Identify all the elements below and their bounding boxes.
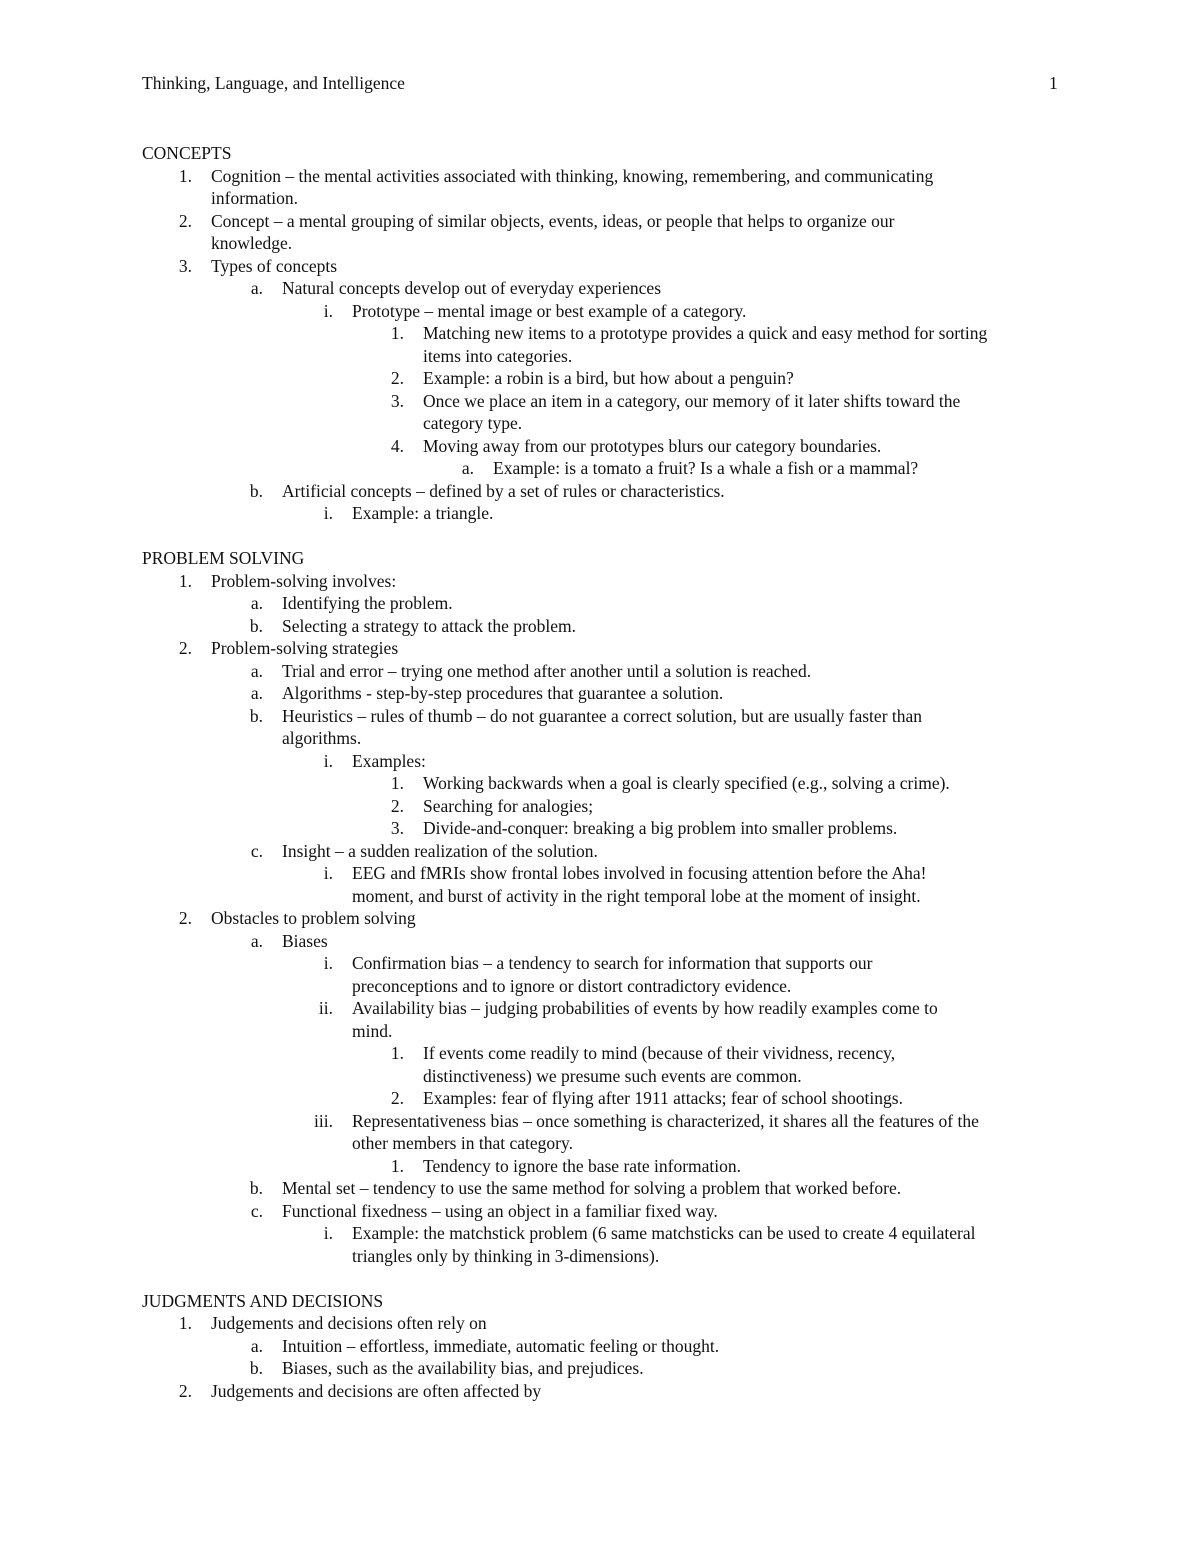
section-heading: CONCEPTS [142,143,232,163]
list-item [142,1200,1062,1223]
list-item-marker: i. [323,750,333,771]
list-item-marker: i. [323,1223,333,1243]
list-item [142,592,1062,615]
list-item [142,750,1062,773]
list-item-text: Working backwards when a goal is clearly specified (e.g., solving a crime). [423,773,950,793]
list-item-text-continuation: algorithms. [282,728,362,748]
list-item-text: Functional fixedness – using an object in a familiar fixed way. [282,1200,718,1221]
list-item-marker: 1. [390,323,404,343]
list-item [142,1335,1062,1358]
list-item-text: Problem-solving strategies [211,638,399,658]
list-item-marker: 4. [390,435,404,456]
list-item-text: Availability bias – judging probabilities of events by how readily examples come to [352,998,938,1018]
list-item [142,457,1062,480]
list-item-text: Algorithms - step-by-step procedures that guarantee a solution. [282,683,724,703]
list-item [142,907,1062,930]
list-item-marker: b. [249,705,263,726]
list-item-marker: b. [249,615,263,636]
list-item-text: Heuristics – rules of thumb – do not guarantee a correct solution, but are usually faster than [282,705,923,726]
list-item-text: Judgements and decisions are often affected by [211,1380,542,1401]
list-item [142,637,1062,660]
list-item [142,817,1062,840]
list-item-text-continuation: distinctiveness) we presume such events are common. [423,1065,802,1086]
list-item-text: Problem-solving involves: [211,570,397,591]
list-item-marker: 1. [178,1313,192,1333]
list-item [142,660,1062,683]
list-item-text: If events come readily to mind (because of their vividness, recency, [423,1043,896,1063]
list-item-marker: a. [250,1335,263,1356]
list-item-marker: a. [250,930,263,951]
list-item-marker: i. [323,863,333,883]
list-item-text: Types of concepts [211,255,338,276]
list-item-text-continuation: information. [211,188,298,208]
list-item-text-continuation: knowledge. [211,233,293,253]
list-item-text: Biases, such as the availability bias, and prejudices. [282,1358,644,1378]
list-item [142,390,1062,435]
list-item-marker: 1. [390,1043,404,1063]
list-item-text-continuation: moment, and burst of activity in the right temporal lobe at the moment of insight. [352,885,921,906]
list-item-marker: 2. [178,210,192,231]
section-spacer [142,525,1062,548]
list-item-text: Example: a triangle. [352,503,494,523]
list-item-text: Examples: fear of flying after 1911 attacks; fear of school shootings. [423,1088,903,1108]
list-item-marker: b. [249,1178,263,1198]
list-item-text: Intuition – effortless, immediate, automatic feeling or thought. [282,1335,720,1356]
document-body [142,142,1062,1402]
list-item [142,840,1062,863]
list-item-text: Representativeness bias – once something is characterized, it shares all the features of the [352,1110,979,1131]
list-item-text: Divide-and-conquer: breaking a big problem into smaller problems. [423,818,898,838]
list-item-text: Artificial concepts – defined by a set of rules or characteristics. [282,480,725,501]
section-heading: PROBLEM SOLVING [142,548,305,568]
list-item [142,682,1062,705]
running-header-title: Thinking, Language, and Intelligence [142,73,405,93]
list-item [142,795,1062,818]
list-item-text: Cognition – the mental activities associated with thinking, knowing, remembering, and communicating [211,165,934,186]
list-item [142,480,1062,503]
list-item-text-continuation: mind. [352,1020,393,1041]
list-item [142,1177,1062,1200]
list-item-marker: a. [250,278,263,298]
list-item-text: Mental set – tendency to use the same method for solving a problem that worked before. [282,1178,902,1198]
list-item-text: Obstacles to problem solving [211,908,416,928]
list-item [142,930,1062,953]
list-item [142,300,1062,323]
list-item-marker: 3. [390,390,404,411]
list-item-text-continuation: items into categories. [423,345,573,366]
list-item-marker: 3. [390,818,404,838]
list-item-text: Judgements and decisions often rely on [211,1313,487,1333]
list-item [142,862,1062,907]
list-item-marker: c. [250,1200,263,1221]
list-item-marker: 3. [178,255,192,276]
list-item [142,570,1062,593]
list-item-marker: a. [250,593,263,613]
list-item-marker: 2. [178,638,192,658]
list-item-marker: a. [250,683,263,703]
list-item-marker: b. [249,1358,263,1378]
list-item-marker: i. [323,953,333,973]
list-item [142,210,1062,255]
list-item-text-continuation: category type. [423,413,523,433]
list-item-text: EEG and fMRIs show frontal lobes involved in focusing attention before the Aha! [352,863,927,883]
section-heading: JUDGMENTS AND DECISIONS [142,1290,384,1311]
list-item-text: Example: a robin is a bird, but how about a penguin? [423,368,794,388]
list-item-marker: 1. [178,570,192,591]
list-item [142,1087,1062,1110]
list-item-text: Natural concepts develop out of everyday experiences [282,278,662,298]
list-item-marker: 1. [390,773,404,793]
list-item-marker: 1. [390,1155,404,1176]
list-item-text: Confirmation bias – a tendency to search for information that supports our [352,953,873,973]
list-item [142,255,1062,278]
list-item-marker: iii. [314,1110,333,1131]
list-item-text-continuation: triangles only by thinking in 3-dimensions). [352,1245,660,1266]
list-item [142,1042,1062,1087]
list-item-text: Identifying the problem. [282,593,453,613]
list-item-text: Example: the matchstick problem (6 same matchsticks can be used to create 4 equilateral [352,1223,976,1243]
list-item-text: Example: is a tomato a fruit? Is a whale a fish or a mammal? [493,458,919,478]
list-item-text: Tendency to ignore the base rate information. [423,1155,742,1176]
list-item-marker: 2. [390,795,404,816]
list-item-text-continuation: other members in that category. [352,1133,573,1153]
list-item [142,367,1062,390]
list-item [142,277,1062,300]
list-item [142,1110,1062,1155]
list-item-text: Searching for analogies; [423,795,594,816]
list-item-marker: c. [250,840,263,861]
list-item-marker: b. [249,480,263,501]
list-item-text: Moving away from our prototypes blurs our category boundaries. [423,435,882,456]
list-item-marker: i. [323,300,333,321]
list-item [142,1155,1062,1178]
list-item [142,1312,1062,1335]
list-item [142,615,1062,638]
list-item [142,165,1062,210]
list-item [142,1357,1062,1380]
page-number: 1 [1049,73,1058,93]
section-spacer [142,1267,1062,1290]
list-item [142,1222,1062,1267]
list-item-text-continuation: preconceptions and to ignore or distort contradictory evidence. [352,975,792,996]
list-item-text: Matching new items to a prototype provides a quick and easy method for sorting [423,323,988,343]
list-item-marker: 1. [178,165,192,186]
list-item [142,502,1062,525]
list-item-text: Examples: [352,750,426,771]
list-item-marker: 2. [390,1088,404,1108]
list-item-marker: a. [461,458,474,478]
list-item-text: Once we place an item in a category, our memory of it later shifts toward the [423,390,961,411]
list-item-text: Trial and error – trying one method after another until a solution is reached. [282,660,812,681]
list-item-marker: a. [250,660,263,681]
list-item [142,705,1062,750]
list-item [142,435,1062,458]
list-item-marker: 2. [178,1380,192,1401]
list-item [142,772,1062,795]
list-item [142,997,1062,1042]
list-item-marker: 2. [178,908,192,928]
list-item-marker: i. [323,503,333,523]
list-item [142,322,1062,367]
list-item [142,1380,1062,1403]
list-item-text: Selecting a strategy to attack the problem. [282,615,576,636]
list-item-marker: 2. [390,368,404,388]
list-item-text: Insight – a sudden realization of the solution. [282,840,598,861]
list-item [142,952,1062,997]
list-item-marker: ii. [318,998,333,1018]
list-item-text: Concept – a mental grouping of similar objects, events, ideas, or people that helps to organize our [211,210,895,231]
list-item-text: Biases [282,930,328,951]
list-item-text: Prototype – mental image or best example of a category. [352,300,747,321]
